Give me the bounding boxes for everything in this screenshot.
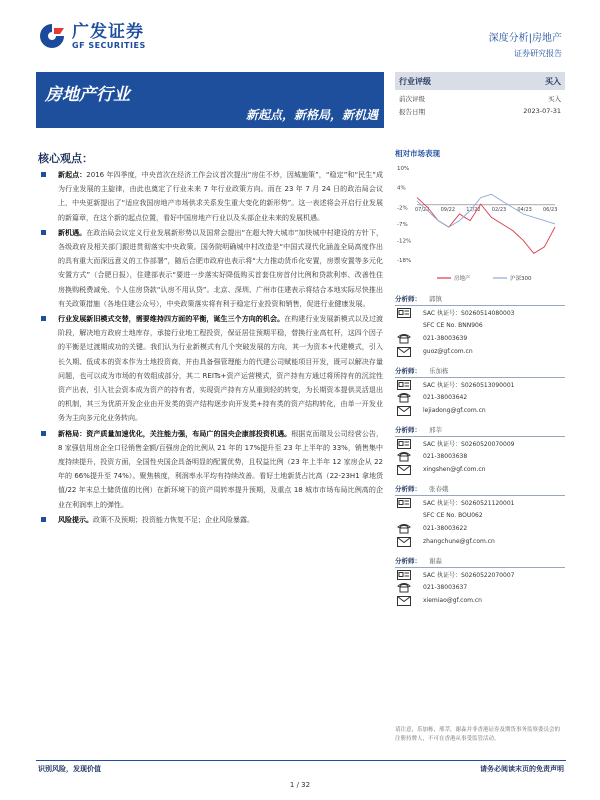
analyst-phone: 021-38003637 xyxy=(423,584,468,591)
analyst-email[interactable]: xingshen@gf.com.cn xyxy=(423,466,486,473)
id-card-icon xyxy=(395,439,413,449)
analyst-phone: 021-38003642 xyxy=(423,394,468,401)
para-lead: 新起点： xyxy=(58,171,87,179)
analyst-name: 邢莘 xyxy=(429,426,442,434)
relative-performance-chart xyxy=(395,160,565,288)
analyst-phone-row xyxy=(395,450,565,463)
y-tick-label: -18% xyxy=(397,258,412,264)
footer-divider xyxy=(36,760,566,761)
bullet-icon xyxy=(41,431,46,436)
analyst-card xyxy=(395,480,565,548)
para-text: 在政治局会议定义行业发展新形势以及国常会提出“在超大特大城市”加快城中村建设的方针下，各级政府及相关部门跟进贯彻落实中央政策。国务院明确城中村改造是“中国式现代化涵盖全局高度作出的具有重大而深远意义的工作部署”，随后合肥市政府也表示将“大力推动货币化安置，房票安置等多元化安置方式”（合肥日报），住建部表示“要进一步落实好降低购买首套住房首付比例和贷款利率、改善性住房换购税费减免、个人住房贷款“认房不用认贷”。北京、深圳、广州市住建表示将结合本地实际尽快推出有关政策措施（各地住建公众号），中央政策落实将有利于稳定行业投资和销售，促进行业健康发展。 xyxy=(58,228,383,308)
series-line xyxy=(417,198,558,254)
analyst-card xyxy=(395,552,565,607)
paragraph-1 xyxy=(38,168,383,225)
analyst-sfc-row xyxy=(395,319,565,332)
x-tick-label: 06/23 xyxy=(543,206,558,213)
y-tick-label: 4% xyxy=(397,185,406,192)
analyst-role: 分析师： xyxy=(395,426,421,434)
analyst-email[interactable]: zhangchune@gf.com.cn xyxy=(423,538,495,545)
analyst-role: 分析师： xyxy=(395,485,421,493)
x-tick-label: 02/23 xyxy=(491,206,507,213)
analyst-sfc-row xyxy=(395,509,565,522)
report-type: 深度分析|房地产 xyxy=(488,33,562,44)
x-tick-label: 09/22 xyxy=(440,206,456,213)
para-lead: 新格局：资产质量加速优化，关注能力强，布局广的国央企康部投资机遇。 xyxy=(58,429,292,438)
analyst-role: 分析师： xyxy=(395,295,421,303)
analyst-card xyxy=(395,290,565,358)
legend-label: 沪深300 xyxy=(510,276,532,282)
y-tick-label: -7% xyxy=(397,221,408,228)
para-text: 政策不及预期；投资能力恢复不足；企业风险暴露。 xyxy=(93,515,254,524)
analyst-sac-row xyxy=(395,378,565,391)
analyst-email[interactable]: guoz@gf.com.cn xyxy=(423,348,473,355)
analyst-phone: 021-38003622 xyxy=(423,525,468,532)
analyst-sfc: SFC CE No. BNN906 xyxy=(423,322,483,329)
bullet-icon xyxy=(41,230,46,235)
analyst-card xyxy=(395,362,565,417)
x-tick-label: 04/23 xyxy=(517,206,532,213)
para-text: 根据克而瑞及公司经营公告，8 家强信用房企全口径销售金额/百强房企的比例从 21 年的 17%提升至 23 年上半年的 33%，销售集中度持续提升，投资方面，全国性央国企具备明显的配置优势，且权益比例（23 年上半年 12 家房企从 22 年的 66%提升至 74%）。聚焦核度，利润率水平均有持续改善。看好土地新货占比高（22-23H1 拿地货值/22 年末总土储货值的比例）在新环境下的资产周转率提升预期，及重点 18 城市市场布局比例高的企业在利润率上的弹性。 xyxy=(58,429,384,509)
analyst-header xyxy=(395,362,565,378)
rating-row-value: 2023-07-31 xyxy=(523,107,561,115)
rating-head-value: 买入 xyxy=(545,76,561,86)
id-card-icon xyxy=(395,570,413,580)
analyst-name: 张春娥 xyxy=(429,485,449,493)
rating-row-label: 报告日期 xyxy=(399,108,425,116)
footer-slogan: 识别风险，发现价值 xyxy=(38,765,101,773)
analyst-name: 乐加栋 xyxy=(429,367,449,375)
phone-icon xyxy=(395,392,413,403)
analyst-phone-row xyxy=(395,522,565,535)
id-card-icon xyxy=(395,380,413,390)
para-text: 2016 年四季度，中央首次在经济工作会议首次提出“房住不炒，因城施策”，“稳定”和“民生”成为行业发展的主旋律，由此也奠定了行业未来 7 年行业政策方向。而在 23 年 7 月 24 日的政治局会议上，中央更新提出了“适应我国房地产市场供求关系发生重大变化的新形势”。这一表述将会开启行业发展的新篇章，在这个新的起点位置，看好中国房地产行业以及头部企业未来的发展机遇。 xyxy=(58,171,383,222)
analyst-sac-row xyxy=(395,306,565,319)
banner-subtitle: 新起点，新格局，新机遇 xyxy=(245,108,378,122)
analyst-header xyxy=(395,290,565,306)
banner-title: 房地产行业 xyxy=(45,85,130,105)
analyst-email-row[interactable] xyxy=(395,463,565,476)
analyst-email-row[interactable] xyxy=(395,404,565,417)
rating-row-value: 买入 xyxy=(548,95,561,103)
analyst-header xyxy=(395,421,565,437)
mail-icon xyxy=(395,406,413,416)
paragraph-2 xyxy=(38,226,383,311)
disclaimer: 请注意，乐加栋，邢莘，谢淼并非香港证券及期货事务监察委员会的注册持牌人，不可在香港从事受监管活动。 xyxy=(395,727,561,742)
report-kind: 证券研究报告 xyxy=(514,49,562,58)
paragraph-4 xyxy=(38,427,383,512)
rating-box xyxy=(395,72,565,116)
bullet-icon xyxy=(41,172,46,177)
analyst-sfc: SFC CE No. BOU062 xyxy=(423,512,483,519)
mail-icon xyxy=(395,596,413,606)
rating-row-prev xyxy=(395,90,565,103)
logo-cn-text: 广发证券 xyxy=(72,21,144,42)
analyst-sac-row xyxy=(395,568,565,581)
analyst-sac: SAC 执证号：S0260522070007 xyxy=(423,572,515,579)
para-lead: 行业发展新旧模式交替，需要维持四方面的平衡，诞生三个方向的机会。 xyxy=(58,315,285,324)
analyst-phone-row xyxy=(395,391,565,404)
analyst-email[interactable]: xiemiao@gf.com.cn xyxy=(423,597,482,604)
phone-icon xyxy=(395,523,413,534)
analyst-email[interactable]: lejiadong@gf.com.cn xyxy=(423,407,486,414)
mail-icon xyxy=(395,465,413,475)
y-tick-label: -12% xyxy=(397,238,412,245)
y-tick-label: -2% xyxy=(397,205,408,212)
analyst-role: 分析师： xyxy=(395,367,421,375)
analyst-sac-row xyxy=(395,496,565,509)
rating-row-date xyxy=(395,103,565,116)
footer-disclaimer-note: 请务必阅读末页的免责声明 xyxy=(480,765,564,773)
analyst-card xyxy=(395,421,565,476)
analyst-phone: 021-38003638 xyxy=(423,453,468,460)
paragraph-5 xyxy=(38,513,383,527)
bullet-icon xyxy=(41,316,46,321)
analyst-sac: SAC 执证号：S0260514080003 xyxy=(423,310,515,317)
id-card-icon xyxy=(395,498,413,508)
analyst-name: 谢淼 xyxy=(429,557,442,565)
analyst-sac: SAC 执证号：S0260513090001 xyxy=(423,382,515,389)
rating-head-label: 行业评级 xyxy=(399,76,431,86)
para-lead: 风险提示。 xyxy=(58,515,93,524)
analyst-role: 分析师： xyxy=(395,557,421,565)
analyst-email-row[interactable] xyxy=(395,345,565,358)
para-text: 在构建行业发展新模式以及过渡阶段，解决地方政府土地库存，承接行业地工程投资，保证居住预期平稳，替换行业高杠杆，这四个因子的平衡是过渡期成功的关键。我们认为行业新模式有几个突破发展的方向，其一为资本+代建模式，引入长久期、低成本的资本作为土地投资商，并由具备强管理能力的代建公司赋能项目开发，既可以解决存量问题，也可以成为市场的有效组成部分，其二 REITs+资产运营模式，资产持有方通过将所持有的沉淀性资产出表，引入社会资本成为资产的持有者，实现资产持有方从重到轻的转变，为长期资本提供灵活退出的机制，其三为优质开发企业由开发类的资产结构逐步向开发类+持有类的资产结构转化，由单一开发业务为主向多元化业务转向。 xyxy=(58,315,384,423)
analyst-sac: SAC 执证号：S0260520070009 xyxy=(423,441,515,448)
phone-icon xyxy=(395,582,413,593)
logo-en-text: GF SECURITIES xyxy=(72,40,146,50)
analyst-email-row[interactable] xyxy=(395,535,565,548)
core-body xyxy=(38,168,383,528)
para-lead: 新机遇。 xyxy=(58,228,87,237)
chart-svg xyxy=(395,160,565,288)
chart-title: 相对市场表现 xyxy=(395,149,440,158)
report-type-block xyxy=(489,29,562,59)
bullet-icon xyxy=(41,517,46,522)
analyst-sac-row xyxy=(395,437,565,450)
logo-mark-icon xyxy=(38,22,66,50)
analyst-name: 郭镇 xyxy=(429,295,442,303)
phone-icon xyxy=(395,333,413,344)
analyst-phone: 021-38003639 xyxy=(423,335,468,342)
mail-icon xyxy=(395,347,413,357)
analyst-list xyxy=(395,290,565,611)
analyst-phone-row xyxy=(395,581,565,594)
rating-header xyxy=(395,72,565,90)
legend-label: 房地产 xyxy=(454,276,471,282)
id-card-icon xyxy=(395,308,413,318)
company-logo xyxy=(38,22,146,50)
mail-icon xyxy=(395,537,413,547)
x-tick-label: 07/22 xyxy=(415,206,430,213)
core-heading: 核心观点： xyxy=(38,152,93,165)
y-tick-label: 10% xyxy=(397,166,410,172)
paragraph-3 xyxy=(38,312,383,426)
page-number: 1 / 32 xyxy=(289,781,311,789)
x-tick-label: 12/22 xyxy=(466,206,481,213)
analyst-sac: SAC 执证号：S0260521120001 xyxy=(423,500,515,507)
phone-icon xyxy=(395,451,413,462)
analyst-header xyxy=(395,552,565,568)
rating-row-label: 前次评级 xyxy=(399,95,425,103)
analyst-phone-row xyxy=(395,332,565,345)
analyst-header xyxy=(395,480,565,496)
analyst-email-row[interactable] xyxy=(395,594,565,607)
